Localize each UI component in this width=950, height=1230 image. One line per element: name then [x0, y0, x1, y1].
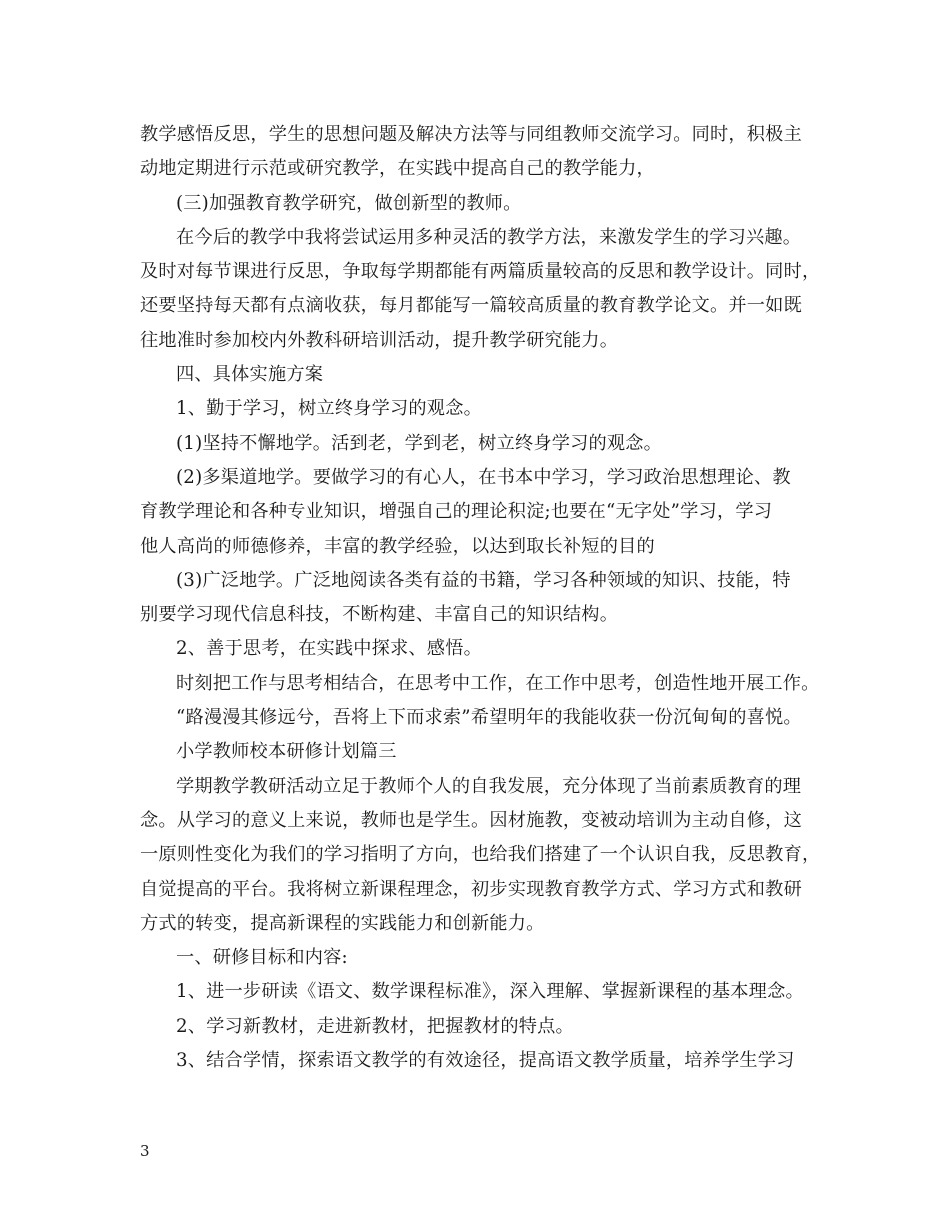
text-line: 念。从学习的意义上来说，教师也是学生。因材施教，变被动培训为主动自修，这: [140, 809, 802, 831]
text-line: 他人高尚的师德修养，丰富的教学经验，以达到取长补短的目的: [140, 535, 655, 557]
text-line: 方式的转变，提高新课程的实践能力和创新能力。: [140, 912, 545, 934]
text-line: “路漫漫其修远兮，吾将上下而求索”希望明年的我能收获一份沉甸甸的喜悦。: [176, 707, 802, 729]
text-line: 3、结合学情，探索语文教学的有效途径，提高语文教学质量，培养学生学习: [176, 1050, 795, 1072]
text-line: (2)多渠道地学。要做学习的有心人，在书本中学习，学习政治思想理论、教: [176, 466, 791, 488]
text-line: 学期教学教研活动立足于教师个人的自我发展，充分体现了当前素质教育的理: [176, 775, 802, 797]
text-line: (三)加强教育教学研究，做创新型的教师。: [176, 192, 522, 214]
page-number: 3: [140, 1142, 150, 1160]
text-line: 动地定期进行示范或研究教学，在实践中提高自己的教学能力，: [140, 158, 655, 180]
text-line: (3)广泛地学。广泛地阅读各类有益的书籍，学习各种领域的知识、技能，特: [176, 569, 791, 591]
text-line: 及时对每节课进行反思，争取每学期都能有两篇质量较高的反思和教学设计。同时，: [140, 261, 821, 283]
text-line: 1、勤于学习，树立终身学习的观念。: [176, 398, 482, 420]
text-line: 在今后的教学中我将尝试运用多种灵活的教学方法，来激发学生的学习兴趣。: [176, 226, 802, 248]
text-line: 2、善于思考，在实践中探求、感悟。: [176, 638, 482, 660]
text-line: 自觉提高的平台。我将树立新课程理念，初步实现教育教学方式、学习方式和教研: [140, 878, 802, 900]
text-line: 往地准时参加校内外教科研培训活动，提升教学研究能力。: [140, 329, 619, 351]
text-line: 小学教师校本研修计划篇三: [176, 741, 397, 763]
body-text: [140, 118, 821, 1078]
text-line: 时刻把工作与思考相结合，在思考中工作，在工作中思考，创造性地开展工作。: [176, 672, 820, 694]
text-line: 别要学习现代信息科技，不断构建、丰富自己的知识结构。: [140, 604, 619, 626]
text-line: 四、具体实施方案: [176, 364, 324, 386]
text-line: 1、进一步研读《语文、数学课程标准》，深入理解、掌握新课程的基本理念。: [176, 981, 804, 1003]
text-line: 还要坚持每天都有点滴收获，每月都能写一篇较高质量的教育教学论文。并一如既: [140, 295, 802, 317]
text-line: 教学感悟反思，学生的思想问题及解决方法等与同组教师交流学习。同时，积极主: [140, 124, 802, 145]
text-line: 一原则性变化为我们的学习指明了方向，也给我们搭建了一个认识自我，反思教育，: [140, 844, 821, 866]
text-line: 育教学理论和各种专业知识，增强自己的理论积淀;也要在“无字处”学习，学习: [140, 501, 773, 523]
text-line: 2、学习新教材，走进新教材，把握教材的特点。: [176, 1015, 574, 1037]
text-line: (1)坚持不懈地学。活到老，学到老，树立终身学习的观念。: [176, 432, 663, 454]
text-line: 一、研修目标和内容:: [176, 947, 348, 969]
